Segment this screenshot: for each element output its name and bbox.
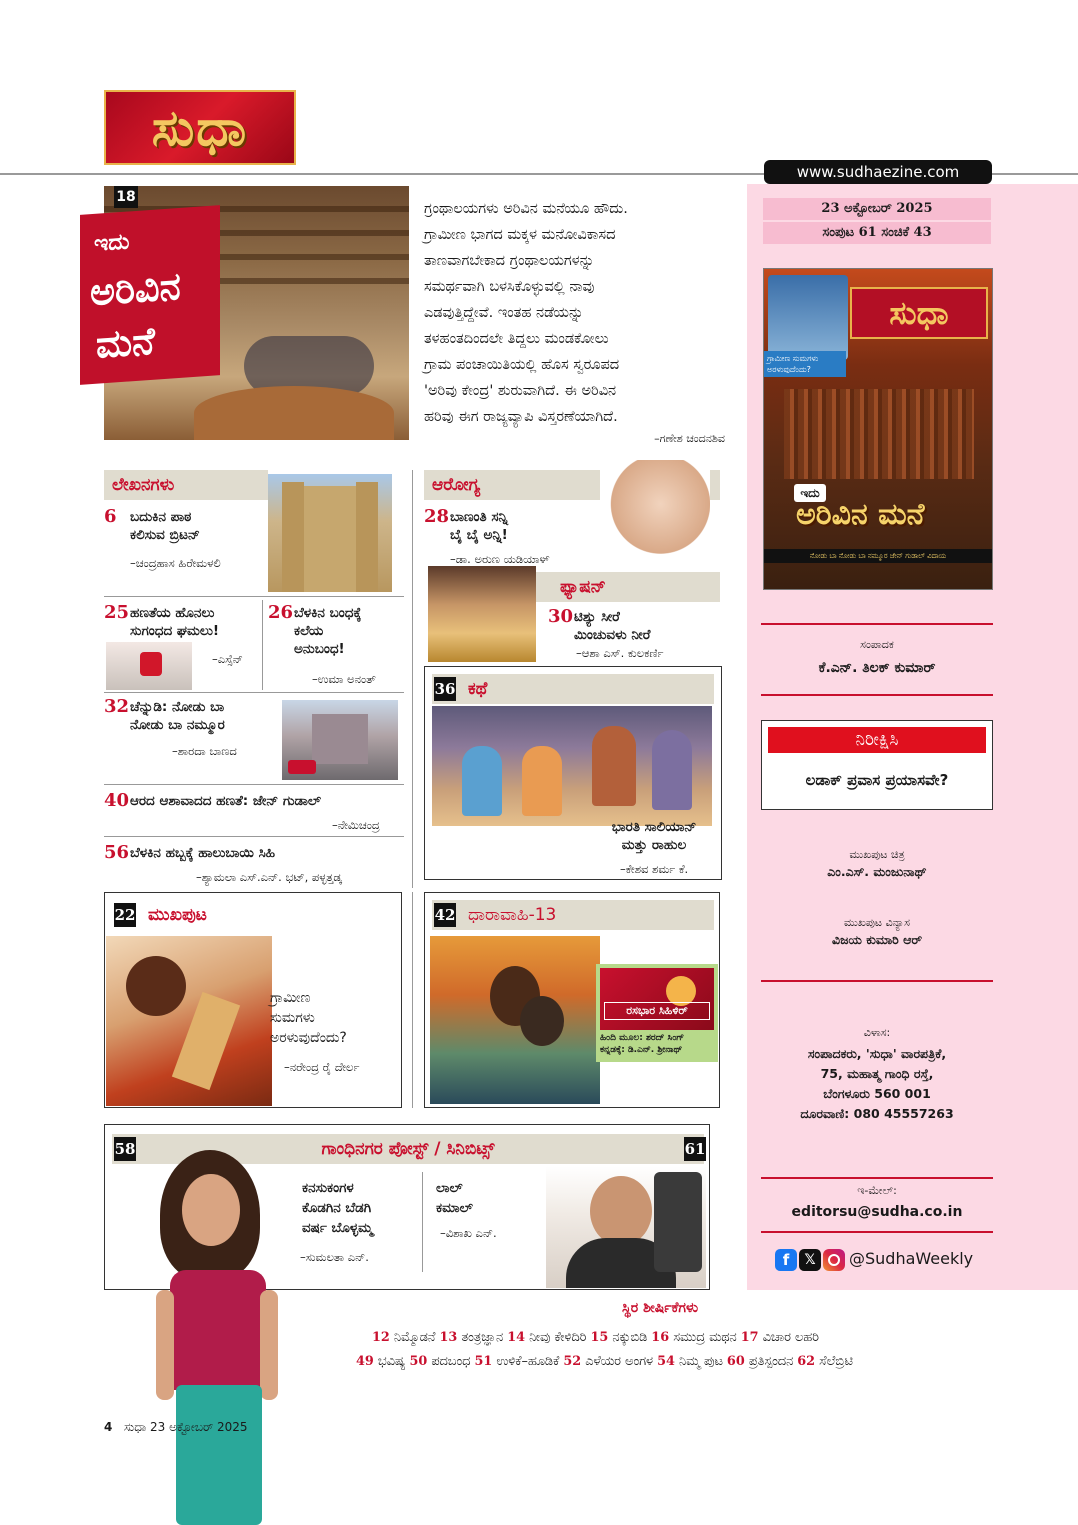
cinema-right-title: [436, 1178, 536, 1218]
hero-line: 'ಅರಿವು ಕೇಂದ್ರ' ಶುರುವಾಗಿದೆ. ಈ ಅರಿವಿನ: [424, 383, 617, 399]
article-credit: –ಆಶಾ ಎಸ್. ಕುಲಕರ್ಣಿ: [576, 646, 664, 660]
address-line: ಬೆಂಗಳೂರು 560 001: [823, 1086, 931, 1101]
cover-thumbnail[interactable]: [763, 268, 993, 590]
page-number: 58: [114, 1137, 136, 1161]
page-number: 13: [439, 1330, 458, 1345]
story-heading: ಕಥೆ: [432, 674, 714, 704]
page-number: 17: [740, 1330, 759, 1345]
britain-photo: [268, 474, 392, 592]
divider: [761, 694, 993, 696]
regular-column[interactable]: ಎಳೆಯರ ಅಂಗಳ: [585, 1354, 653, 1369]
hero-title-line1: ಅರಿವಿನ: [90, 262, 181, 315]
cover-story-illustration: [106, 936, 272, 1106]
cover-photo-name: ಎಂ.ಎಸ್. ಮಂಜುನಾಥ್: [827, 864, 927, 879]
article-title: ಸುಗಂಧದ ಘಮಲು!: [130, 623, 220, 639]
divider: [104, 692, 404, 693]
cover-kids-photo: [768, 275, 848, 360]
article-title: ಸುಮಗಳು: [270, 1010, 315, 1026]
article-title: ಮಿಂಚುವಳು ನೀರೆ: [574, 627, 651, 643]
serial-translator: ಕನ್ನಡಕ್ಕೆ: ಡಿ.ಎನ್. ಶ್ರೀನಾಥ್: [600, 1045, 683, 1055]
page-number: 42: [434, 903, 456, 927]
page-number: 16: [651, 1330, 670, 1345]
story-title: [590, 818, 718, 858]
mother-baby-photo: [600, 460, 710, 570]
article-title: ವರ್ಷ ಬೊಳ್ಳಮ್ಮ: [302, 1220, 373, 1236]
article-title: ನೋಡು ಬಾ ನಮ್ಮೂರ: [130, 717, 225, 733]
article-title: ಮತ್ತು ರಾಹುಲ: [621, 837, 687, 853]
column-divider: [412, 892, 413, 1108]
address-line: 75, ಮಹಾತ್ಮ ಗಾಂಧಿ ರಸ್ತೆ,: [820, 1066, 934, 1081]
phone-line: ದೂರವಾಣಿ: 080 45557263: [800, 1106, 954, 1121]
cover-teaser: ಗ್ರಾಮೀಣ ಸುಮಗಳು ಅರಳುವುದೆಂದು?: [764, 351, 846, 377]
cover-story-heading: ಮುಖಪುಟ: [112, 900, 396, 930]
article-title: ಲಾಲ್: [436, 1180, 463, 1196]
cover-photo-label: ಮುಖಪುಟ ಚಿತ್ರ: [849, 848, 905, 861]
expect-title: ನಿರೀಕ್ಷಿಸಿ: [768, 727, 986, 753]
divider: [104, 784, 404, 785]
article-credit: –ಡಾ. ಅರುಣ ಯಡಿಯಾಳ್: [450, 552, 550, 566]
footer-page-number: 4: [104, 1420, 113, 1434]
article-title: ಕಮಾಲ್: [436, 1200, 473, 1216]
address-line: ಸಂಪಾದಕರು, 'ಸುಧಾ' ವಾರಪತ್ರಿಕೆ,: [807, 1046, 947, 1061]
regular-column[interactable]: ಸೆಲೆಬ್ರಿಟಿ: [819, 1354, 853, 1369]
article-title: ಗ್ರಾಮೀಣ: [270, 990, 311, 1006]
article-40[interactable]: [104, 792, 404, 814]
article-title: ಅನುಬಂಧ!: [294, 641, 345, 657]
regular-column[interactable]: ಉಳಿಕೆ–ಹೂಡಿಕೆ: [496, 1354, 560, 1369]
hero-summary: [424, 196, 726, 430]
divider: [761, 980, 993, 982]
masthead-logo: [104, 90, 296, 165]
footer-text: ಸುಧಾ 23 ಅಕ್ಟೋಬರ್ 2025: [124, 1420, 248, 1434]
article-title: ಕಲೆಯ: [294, 623, 324, 639]
hero-line: ಸಮರ್ಥವಾಗಿ ಬಳಸಿಕೊಳ್ಳುವಲ್ಲಿ ನಾವು: [424, 279, 595, 295]
cover-headline: ಅರಿವಿನ ಮನೆ: [796, 497, 925, 532]
article-credit: –ಎಸ್ಸೆನ್: [212, 652, 243, 666]
article-6[interactable]: [104, 508, 264, 548]
page-number: 61: [684, 1137, 706, 1161]
divider: [262, 600, 263, 690]
email-link[interactable]: editorsu@sudha.co.in: [791, 1204, 963, 1220]
editor-label: ಸಂಪಾದಕ: [860, 638, 894, 651]
divider: [104, 836, 404, 837]
page-number: 49: [356, 1354, 374, 1369]
cinema-heading: ಗಾಂಧಿನಗರ ಪೋಸ್ಟ್ / ಸಿನಿಬಿಟ್ಸ್: [112, 1134, 704, 1164]
serial-title-card: [596, 964, 718, 1062]
article-title: ಟಿಶ್ಯು ಸೀರೆ: [574, 609, 620, 625]
cover-strip: ನೋಡು ಬಾ ನೋಡು ಬಾ ನಮ್ಮೂರ ಜೇನ್ ಗುಡಾಲ್ ವಿದಾಯ: [764, 549, 992, 563]
page-number: 51: [474, 1354, 493, 1369]
regulars-heading: ಸ್ಥಿರ ಶೀರ್ಷಿಕೆಗಳು: [621, 1300, 699, 1316]
article-26[interactable]: [268, 604, 404, 664]
hero-title-line2: ಮನೆ: [96, 317, 155, 367]
sidebar: [747, 184, 1078, 1290]
page-number: 30: [548, 606, 574, 627]
article-title: ಚೆನ್ನುಡಿ: ನೋಡು ಬಾ: [130, 699, 225, 715]
cover-headline-small: ಇದು: [794, 484, 826, 502]
divider: [761, 1231, 993, 1233]
page-number: 50: [409, 1354, 428, 1369]
article-30[interactable]: [548, 608, 718, 648]
address-label: ವಿಳಾಸ:: [863, 1026, 891, 1039]
article-title: ಕನಸುಕಂಗಳ: [302, 1180, 354, 1196]
serial-card-title: ರಸಭಾರ ಸಿಹಿಳಿರ್: [604, 1002, 710, 1020]
page-number: 22: [114, 903, 136, 927]
article-25[interactable]: [104, 604, 264, 644]
article-title: ಭಾರತಿ ಸಾಲಿಯಾನ್: [611, 819, 697, 835]
regular-column[interactable]: ವಿಚಾರ ಲಹರಿ: [762, 1330, 819, 1345]
actress-photo: [120, 1140, 320, 1525]
regular-column[interactable]: ಭವಿಷ್ಯ: [377, 1354, 406, 1369]
divider: [761, 1177, 993, 1179]
regular-column[interactable]: ತಂತ್ರಜ್ಞಾನ: [461, 1330, 504, 1345]
serial-illustration: [430, 936, 600, 1104]
regulars-row-2: [356, 1354, 976, 1369]
page-number: 52: [563, 1354, 582, 1369]
expect-text: ಲಡಾಕ್ ಪ್ರವಾಸ ಪ್ರಯಾಸವೇ?: [805, 771, 949, 789]
hero-line: ಹರಿವು ಈಗ ರಾಜ್ಯವ್ಯಾಪಿ ವಿಸ್ತರಣೆಯಾಗಿದೆ.: [424, 409, 618, 425]
regular-column[interactable]: ನಿಮ್ಮೊಡನೆ: [393, 1330, 436, 1345]
divider: [104, 596, 404, 597]
article-title: ಕಲಿಸುವ ಬ್ರಿಟನ್: [130, 527, 200, 543]
article-credit: –ಉಮಾ ಅನಂತ್: [312, 672, 376, 686]
article-credit: –ನೇಮಿಚಂದ್ರ: [332, 818, 380, 832]
hero-line: ತಳಹಂತದಿಂದಲೇ ತಿದ್ದಲು ಮಂಡಕೋಲು: [424, 331, 609, 347]
page-number: 62: [797, 1354, 816, 1369]
page-number: 32: [104, 696, 130, 717]
email-label: ಇ-ಮೇಲ್:: [857, 1184, 897, 1197]
article-credit: –ಚಂದ್ರಹಾಸ ಹಿರೇಮಳಲಿ: [130, 556, 221, 570]
story-illustration: [432, 706, 712, 826]
candle-photo: [106, 642, 192, 690]
regular-column[interactable]: ನೀವು ಕೇಳಿದಿರಿ: [529, 1330, 587, 1345]
article-32[interactable]: [104, 698, 284, 738]
article-title: ಕೊಡಗಿನ ಬೆಡಗಿ: [302, 1200, 372, 1216]
actor-photo: [546, 1166, 706, 1288]
page-number: 54: [657, 1354, 675, 1369]
cover-logo: ಸುಧಾ: [850, 287, 988, 339]
article-title: ಆರದ ಆಶಾವಾದದ ಹಣತೆ: ಜೇನ್ ಗುಡಾಲ್: [130, 793, 322, 809]
temple-photo: [282, 700, 398, 780]
page-number: 12: [372, 1330, 390, 1345]
hero-line: ಗ್ರಾಮ ಪಂಚಾಯಿತಿಯಲ್ಲಿ ಹೊಸ ಸ್ವರೂಪದ: [424, 357, 620, 373]
hero-line: ಗ್ರಾಮೀಣ ಭಾಗದ ಮಕ್ಕಳ ಮನೋವಿಕಾಸದ: [424, 227, 616, 243]
editor-name: ಕೆ.ಎನ್. ತಿಲಕ್ ಕುಮಾರ್: [818, 660, 936, 676]
logo-text: ಸುಧಾ: [151, 97, 249, 157]
regular-column[interactable]: ಪ್ರತಿಸ್ಪಂದನ: [748, 1354, 794, 1369]
regular-column[interactable]: ನಕ್ಕುಬಿಡಿ: [612, 1330, 648, 1345]
regular-column[interactable]: ಸಮುದ್ರ ಮಥನ: [673, 1330, 737, 1345]
saree-model-photo: [428, 566, 536, 662]
article-credit: –ವಿಶಾಖ ಎನ್.: [440, 1226, 497, 1240]
column-divider: [412, 470, 413, 888]
serial-original: ಹಿಂದಿ ಮೂಲ: ಶರದ್ ಸಿಂಗ್: [600, 1033, 685, 1043]
article-title: ಅರಳುವುದೆಂದು?: [270, 1030, 347, 1046]
health-heading: ಆರೋಗ್ಯ: [424, 470, 720, 500]
hero-line: ತಾಣವಾಗಬೇಕಾದ ಗ್ರಂಥಾಲಯಗಳನ್ನು: [424, 253, 595, 269]
social-row: [775, 1249, 995, 1273]
article-credit: –ಶ್ಯಾಮಲಾ ಎಸ್.ಎನ್. ಭಟ್, ಪಳ್ಳತ್ತಡ್ಕ: [196, 870, 342, 884]
article-title: ಬೈ ಬೈ ಅನ್ನಿ!: [450, 527, 508, 543]
cover-design-name: ವಿಜಯ ಕುಮಾರಿ ಆರ್: [832, 932, 922, 947]
cover-story-title: [270, 988, 394, 1048]
page-number: 40: [104, 790, 130, 811]
article-credit: –ನರೇಂದ್ರ ರೈ ದೇರ್ಲ: [284, 1060, 360, 1074]
article-title: ಬೆಳಕಿನ ಬಂಧಕ್ಕೆ: [294, 605, 362, 621]
article-title: ಬಾಣಂತಿ ಸನ್ನಿ: [450, 509, 508, 525]
page-number: 15: [590, 1330, 609, 1345]
page-number: 14: [507, 1330, 526, 1345]
article-credit: –ಶಾರದಾ ಬಾಣದ: [172, 744, 237, 758]
page-badge: 18: [114, 186, 138, 208]
articles-heading: ಲೇಖನಗಳು: [104, 470, 268, 500]
divider: [761, 623, 993, 625]
hero-title-small: ಇದು: [94, 229, 130, 257]
article-title: ಹಣತೆಯ ಹೊನಲು: [130, 605, 215, 621]
page-number: 56: [104, 842, 130, 863]
page-number: 28: [424, 506, 450, 527]
fashion-heading: ಫ್ಯಾಷನ್: [520, 572, 720, 602]
page-number: 6: [104, 506, 117, 527]
page-number: 26: [268, 602, 294, 623]
instagram-icon[interactable]: [823, 1249, 845, 1271]
hero-line: ಎಡವುತ್ತಿದ್ದೇವೆ. ಇಂತಹ ನಡೆಯನ್ನು: [424, 305, 584, 321]
issue-date: 23 ಅಕ್ಟೋಬರ್ 2025: [763, 198, 991, 220]
cover-bookshelf: [784, 389, 974, 479]
serial-title-card-image: [600, 968, 714, 1030]
facebook-icon[interactable]: f: [775, 1249, 797, 1271]
article-credit: –ಸುಮಲತಾ ಎನ್.: [300, 1250, 369, 1264]
issue-volume: ಸಂಪುಟ 61 ಸಂಚಿಕೆ 43: [763, 222, 991, 244]
hero-credit: –ಗಣೇಶ ಚಂದನಶಿವ: [654, 432, 725, 445]
expect-box[interactable]: [761, 720, 993, 810]
regulars-row-1: [372, 1330, 976, 1345]
page-number: 36: [434, 677, 456, 701]
article-title: ಬದುಕಿನ ಪಾಠ: [130, 509, 192, 525]
page-number: 60: [726, 1354, 745, 1369]
article-title: ಬೆಳಕಿನ ಹಬ್ಬಕ್ಕೆ ಹಾಲುಬಾಯಿ ಸಿಹಿ: [130, 845, 276, 861]
article-28[interactable]: [424, 508, 604, 548]
social-handle[interactable]: @SudhaWeekly: [849, 1249, 974, 1268]
cover-design-label: ಮುಖಪುಟ ವಿನ್ಯಾಸ: [843, 916, 911, 929]
hero-line: ಗ್ರಂಥಾಲಯಗಳು ಅರಿವಿನ ಮನೆಯೂ ಹೌದು.: [424, 201, 628, 217]
column-divider: [422, 1172, 423, 1272]
regular-column[interactable]: ಪದಬಂಧ: [431, 1354, 471, 1369]
hero-title-block[interactable]: [80, 205, 220, 385]
serial-heading: ಧಾರಾವಾಹಿ-13: [432, 900, 714, 930]
x-twitter-icon[interactable]: 𝕏: [799, 1249, 821, 1271]
regular-column[interactable]: ನಿಮ್ಮ ಪುಟ: [678, 1354, 723, 1369]
article-56[interactable]: [104, 844, 404, 866]
article-credit: –ಕೇಶವ ಶರ್ಮ ಕೆ.: [620, 862, 689, 876]
page-number: 25: [104, 602, 130, 623]
website-url[interactable]: www.sudhaezine.com: [764, 160, 992, 184]
